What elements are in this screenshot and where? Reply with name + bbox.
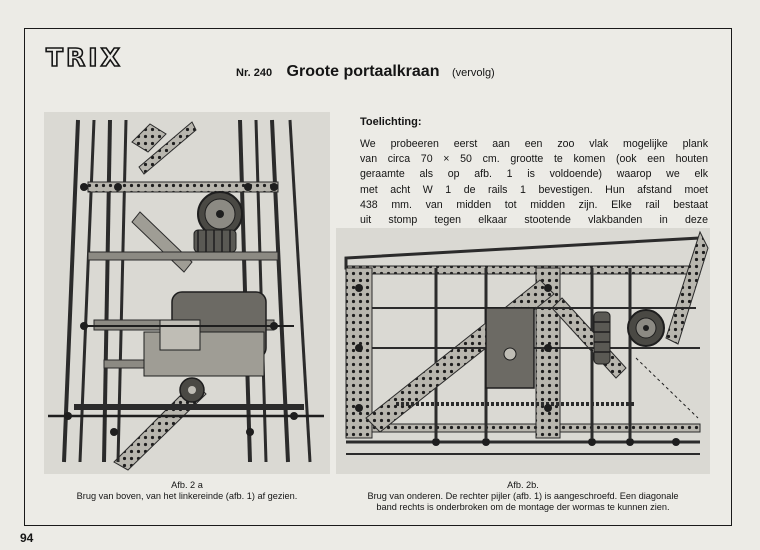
body-line: We probeeren eerst aan een zoo vlak mogelijke plank (360, 138, 708, 150)
figure-2a-photo (44, 112, 330, 474)
model-title: Groote portaalkraan (286, 63, 440, 80)
figure-2b-caption-line: Brug van onderen. De rechter pijler (afb. 1) is aangeschroefd. Een diagonale (367, 491, 679, 501)
figure-2b-label: Afb. 2b. (507, 480, 539, 490)
body-line: met acht W 1 de rails 1 bevestigen. Hun afstand moet (360, 183, 708, 196)
body-line: geraamte als op afb. 1 is voldoende) waarop we elk (360, 168, 708, 181)
page-title (236, 63, 495, 81)
title-continuation: (vervolg) (451, 67, 495, 79)
figure-2a-caption (44, 480, 330, 502)
figure-2a-label: Afb. 2 a (171, 480, 203, 490)
figure-2b-photo (336, 228, 710, 474)
page-number: 94 (20, 531, 34, 545)
body-line: van circa 70 × 50 cm. grootte te komen (ook een houten (360, 153, 708, 166)
body-line: uit stomp tegen elkaar stootende vlakbanden in deze (360, 214, 708, 227)
body-line: 438 mm. van midden tot midden zijn. Elke rail bestaat (360, 198, 708, 211)
bridge-bottom-view-illustration (336, 228, 710, 474)
figure-2b-caption (336, 480, 710, 513)
model-number: Nr. 240 (236, 67, 273, 79)
figure-2a-caption-line: Brug van boven, van het linkereinde (afb. 1) af gezien. (76, 491, 298, 501)
bridge-top-view-illustration (44, 112, 330, 474)
brand-logo: TRIX (46, 43, 123, 72)
section-heading: Toelichting: (360, 116, 422, 128)
figure-2b-caption-line: band rechts is onderbroken om de montage der wormas te kunnen zien. (376, 502, 670, 512)
